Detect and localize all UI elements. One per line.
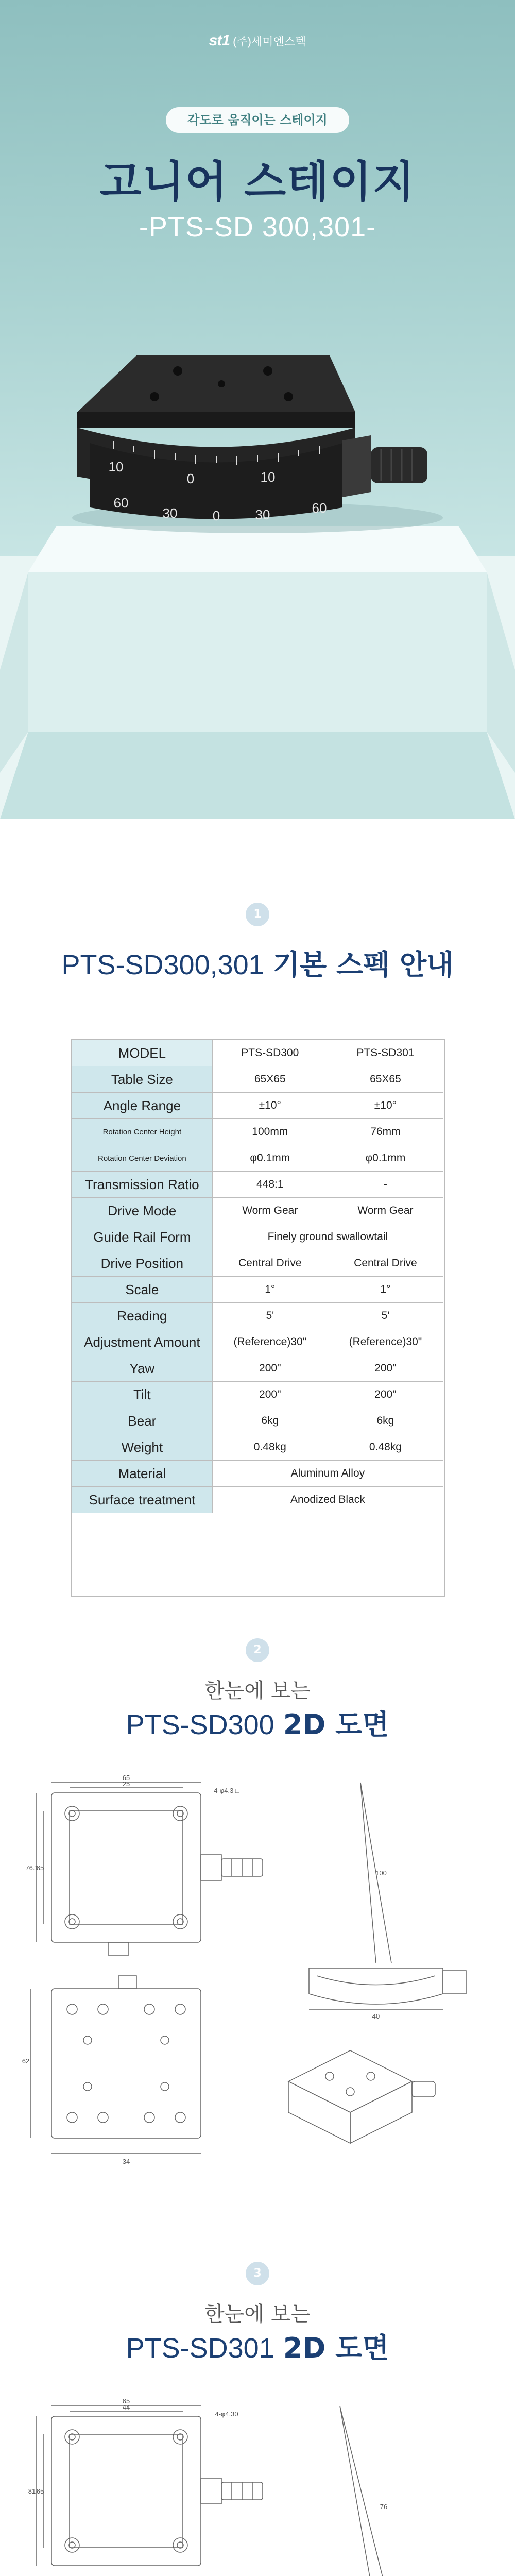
dimension-label: 81 (28, 2487, 36, 2495)
spec-header-cell: MODEL (72, 1040, 213, 1066)
spec-value: Finely ground swallowtail (212, 1224, 443, 1250)
spec-label: Surface treatment (72, 1487, 213, 1513)
product-photo (0, 289, 515, 819)
spec-label: Material (72, 1461, 213, 1487)
spec-value: φ0.1mm (328, 1145, 443, 1172)
spec-value: 6kg (212, 1408, 328, 1434)
spec-header-cell: PTS-SD300 (212, 1040, 328, 1066)
spec-table (71, 1039, 445, 1597)
mount-hole (218, 380, 225, 387)
dimension-label: 65 (36, 2487, 44, 2495)
spec-value: ±10° (328, 1093, 443, 1119)
spec-label: Scale (72, 1277, 213, 1303)
product-title: 고니어 스테이지 (99, 157, 416, 207)
logo-mark: st1 (209, 32, 230, 49)
mount-hole (284, 392, 293, 401)
scale-label: 60 (312, 500, 327, 516)
dimension-label: 34 (122, 2158, 130, 2165)
spec-label: Bear (72, 1408, 213, 1434)
scale-label: 0 (186, 471, 195, 486)
scale-label: 10 (260, 469, 276, 485)
spec-value: (Reference)30" (328, 1329, 443, 1355)
product-model-subtitle: -PTS-SD 300,301- (139, 212, 376, 243)
scale-label: 30 (162, 505, 178, 521)
dimension-label: 100 (375, 1869, 387, 1877)
spec-value: 65X65 (328, 1066, 443, 1093)
spec-row (72, 1224, 443, 1250)
drawing-section-title (0, 2326, 515, 2366)
spec-header-row (72, 1040, 443, 1066)
spec-label: Weight (72, 1434, 213, 1461)
spec-value: Aluminum Alloy (212, 1461, 443, 1487)
dimension-label: 25 (122, 1780, 130, 1788)
mount-hole (263, 366, 272, 376)
dimension-label: 65 (122, 2397, 130, 2405)
spec-label: Drive Position (72, 1250, 213, 1277)
spec-value: Anodized Black (212, 1487, 443, 1513)
spec-value: 76mm (328, 1119, 443, 1145)
hero-banner (0, 0, 515, 819)
mount-hole (173, 366, 182, 376)
spec-value: φ0.1mm (212, 1145, 328, 1172)
spec-value: ±10° (212, 1093, 328, 1119)
dimension-label: 65 (36, 1864, 44, 1872)
dimension-label: 44 (122, 2403, 130, 2411)
spec-row (72, 1066, 443, 1093)
drawing-title-model: PTS-SD300 (126, 1709, 274, 1740)
company-logo (0, 32, 515, 49)
spec-row (72, 1303, 443, 1329)
scale-label: 10 (108, 459, 124, 474)
drawing-title-model: PTS-SD301 (126, 2333, 274, 2364)
spec-row (72, 1461, 443, 1487)
drawing-title-text: 2D 도면 (283, 2332, 389, 2364)
section-number: 2 (246, 1638, 269, 1662)
spec-value: Central Drive (328, 1250, 443, 1277)
spec-value: 5' (212, 1303, 328, 1329)
spec-row (72, 1277, 443, 1303)
spec-label: Rotation Center Deviation (72, 1145, 213, 1172)
section-number: 3 (246, 2262, 269, 2285)
spec-row (72, 1329, 443, 1355)
adjust-knob (371, 447, 427, 483)
spec-title-text: 기본 스펙 안내 (272, 948, 454, 981)
spec-value: 1° (212, 1277, 328, 1303)
spec-label: Angle Range (72, 1093, 213, 1119)
spec-label: Yaw (72, 1355, 213, 1382)
dimension-label: 40 (372, 2012, 380, 2020)
spec-value: Worm Gear (328, 1198, 443, 1224)
dimension-label: 62 (22, 2057, 30, 2065)
drawing-section-kicker: 한눈에 보는 (204, 2302, 311, 2326)
spec-row (72, 1145, 443, 1172)
spec-row (72, 1250, 443, 1277)
spec-value: 100mm (212, 1119, 328, 1145)
drawing-section-title (0, 1703, 515, 1742)
spec-row (72, 1487, 443, 1513)
mount-hole (150, 392, 159, 401)
spec-value: 200" (212, 1355, 328, 1382)
spec-section-title (0, 943, 515, 982)
spec-label: Adjustment Amount (72, 1329, 213, 1355)
spec-value: Central Drive (212, 1250, 328, 1277)
scale-label: 60 (113, 495, 129, 511)
pts-sd301-2d-drawing (21, 2396, 494, 2576)
spec-label: Rotation Center Height (72, 1119, 213, 1145)
dimension-label: 76.1 (25, 1864, 39, 1872)
spec-row (72, 1198, 443, 1224)
drawing-section-kicker: 한눈에 보는 (204, 1679, 311, 1703)
spec-value: (Reference)30" (212, 1329, 328, 1355)
spec-row (72, 1382, 443, 1408)
spec-label: Transmission Ratio (72, 1172, 213, 1198)
spec-row (72, 1093, 443, 1119)
spec-title-model: PTS-SD300,301 (61, 950, 264, 980)
pts-sd300-2d-drawing (21, 1772, 494, 2174)
spec-value: 200" (328, 1355, 443, 1382)
spec-label: Guide Rail Form (72, 1224, 213, 1250)
spec-value: - (328, 1172, 443, 1198)
tagline-pill: 각도로 움직이는 스테이지 (166, 107, 349, 133)
spec-value: 5' (328, 1303, 443, 1329)
spec-label: Tilt (72, 1382, 213, 1408)
drawing-title-text: 2D 도면 (283, 1708, 389, 1741)
dimension-label: 65 (122, 1774, 130, 1782)
spec-value: 200" (328, 1382, 443, 1408)
spec-row (72, 1408, 443, 1434)
spec-row (72, 1172, 443, 1198)
spec-label: Table Size (72, 1066, 213, 1093)
spec-row (72, 1119, 443, 1145)
spec-value: 0.48kg (328, 1434, 443, 1461)
spec-label: Drive Mode (72, 1198, 213, 1224)
spec-value: 0.48kg (212, 1434, 328, 1461)
scale-label: 30 (255, 507, 270, 522)
spec-value: 65X65 (212, 1066, 328, 1093)
spec-value: Worm Gear (212, 1198, 328, 1224)
dimension-label: 4-φ4.30 (215, 2410, 238, 2418)
dimension-label: 4-φ4.3 □ (214, 1787, 239, 1794)
dimension-label: 76 (380, 2503, 388, 2511)
spec-value: 200" (212, 1382, 328, 1408)
spec-label: Reading (72, 1303, 213, 1329)
spec-header-cell: PTS-SD301 (328, 1040, 443, 1066)
spec-row (72, 1355, 443, 1382)
section-number: 1 (246, 903, 269, 926)
spec-value: 1° (328, 1277, 443, 1303)
spec-value: 6kg (328, 1408, 443, 1434)
scale-label: 0 (212, 508, 220, 523)
spec-row (72, 1434, 443, 1461)
spec-value: 448:1 (212, 1172, 328, 1198)
logo-text: (주)세미엔스텍 (233, 35, 306, 48)
